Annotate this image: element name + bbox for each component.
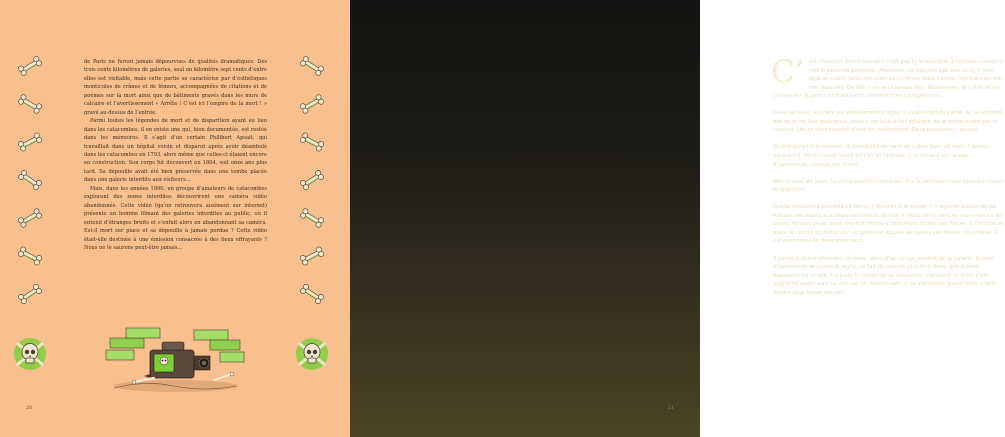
left-page — [0, 0, 350, 437]
crossed-bone-icon — [298, 58, 326, 74]
right-paragraph-4: Même sans les yeux, le crâne semble l’observer. Il a le sentiment que tous les crânes le regardent. — [773, 178, 1004, 194]
crossed-bone-icon — [298, 134, 326, 150]
crossed-bone-icon — [16, 58, 44, 74]
crossed-bone-icon — [16, 134, 44, 150]
drop-cap: C’ — [771, 54, 805, 90]
left-paragraph-1: de Paris ne furent jamais dépourvues de qualités dramatiques. Des trois cents kilomètres de galeries, seul un kilomètre sept cents d’entre elles est visitable, mais cette partie se caractérise par d’esthétiques monticules de crânes et de fémurs, accompagnées de citations et de poèmes sur la mort ainsi que de bâtiments gravés dans les murs de calcaire et l’avertissement « Arrête ! C’est ici l’empire de la mort ! » gravé au-dessus de l’entrée. — [84, 59, 267, 116]
right-paragraph-3: Quand aura-t-il à nouveau la possibilité de tenir un crâne dans sa main ? Jamais, espère-t-il. Après l’avoir lancé en l’air et rattrapé, il le replace sur la pile d’ossements, classés par types. — [773, 144, 991, 168]
camcorder-skull-illustration — [104, 324, 246, 396]
page-number-left: 20 — [26, 405, 33, 411]
crossed-bone-icon — [16, 172, 44, 188]
right-bone-border — [298, 58, 326, 378]
right-page — [350, 0, 1004, 437]
right-paragraph-2: Dans sa main, le crâne est étonnamment léger. Il avait entendu parler de la légèreté des os et de leur résistance, mais il est tout à fait différent de le comprendre par le toucher. Les os sont couvert d’une fin revêtement. De la poussière… ou pas. — [773, 110, 1003, 134]
left-bone-border — [16, 58, 44, 378]
skull-crossbones-icon — [294, 336, 330, 372]
crossed-bone-icon — [16, 286, 44, 302]
crossed-bone-icon — [16, 210, 44, 226]
crossed-bone-icon — [298, 172, 326, 188]
crossed-bone-icon — [298, 96, 326, 112]
crossed-bone-icon — [16, 248, 44, 264]
crossed-bone-icon — [298, 210, 326, 226]
left-paragraph-3: Mais, dans les années 1990, un groupe d’amateurs de catacombes explorant des zones interdites découvrirent une caméra vidéo abandonnée. Cette vidéo (qu’on retrouvera aisément sur internet) présente un homme filmant des galeries interdites au public, où il entend d’étranges bruits et s’enfuit alors en abandonnant sa caméra. Est-il mort sur place et sa dépouille à jamais perdue ? Cette vidéo était-elle destinée à une émission consacrée à des lieux effrayants ? Nous ne le saurons peut-être jamais… — [84, 185, 267, 251]
skull-crossbones-icon — [12, 336, 48, 372]
right-paragraph-1 — [771, 54, 1005, 101]
crossed-bone-icon — [16, 96, 44, 112]
left-page-text — [84, 58, 267, 252]
right-paragraph-1-text: est vraiment dommage qu’il n’ait pas lu la pancarte à l’entrée. Lorsqu’il voit la seconde pancarte (Attention, ne touchez pas aux os !), il tient déjà un crâne dans une main et un fémur dans l’autre. Son français est très mauvais. De fait, il ne sera jamais bon. Néanmoins, le crâne et les croisés sur la pancarte traduisent clairement sa transgression. — [773, 59, 1003, 100]
right-paragraph-5: Quelle résistance possède ce fémur ? Pourrait-il le casser ? Il regarde autour de lui. Plaçant ses mains aux deux extrémités de l’os, il tente de le rompre, mais rien ne se passe. Nouvel essai, sans résultat. Mettant désormais toutes ses forces, il s’incline et place le centre du fémur sur un genou et appuie de toutes ses forces. Un craque. Il est désormais en deux morceaux. — [773, 204, 1004, 245]
page-number-right: 21 — [667, 405, 674, 411]
crossed-bone-icon — [298, 248, 326, 264]
crossed-bone-icon — [298, 286, 326, 302]
left-paragraph-2: Parmi toutes les légendes de mort et de disparition ayant eu lieu dans les catacombes, il en existe une qui, bien documentée, est restée dans les mémoires. Il s’agit d’un certain Philibert Apsait, qui travaillait dans un hôpital voisin et disparut après avoir déambulé dans les catacombes en 1793, alors même que celles-ci étaient encore en construction. Son corps fut découvert en 1804, soit onze ans plus tard. Sa dépouille avait été bien préservée dans une tombe placée dans une galerie interdite aux visiteurs… — [84, 118, 267, 184]
right-paragraph-6: Il pense d’abord entendre un écho. Venu d’un virage sombre de la galerie, le bruit d’ossements se poursuit, enfle, se fait de plus en plus fort. Alors que le bruit débouche du virage, il a juste le temps de se demander comment ce bruit s’est agglutiné avant qu’il ne soit sur lui. Maintenant, il va apprendre quelle force il faut mettre pour briser ses os ! — [773, 255, 996, 296]
right-page-text — [771, 54, 1005, 306]
